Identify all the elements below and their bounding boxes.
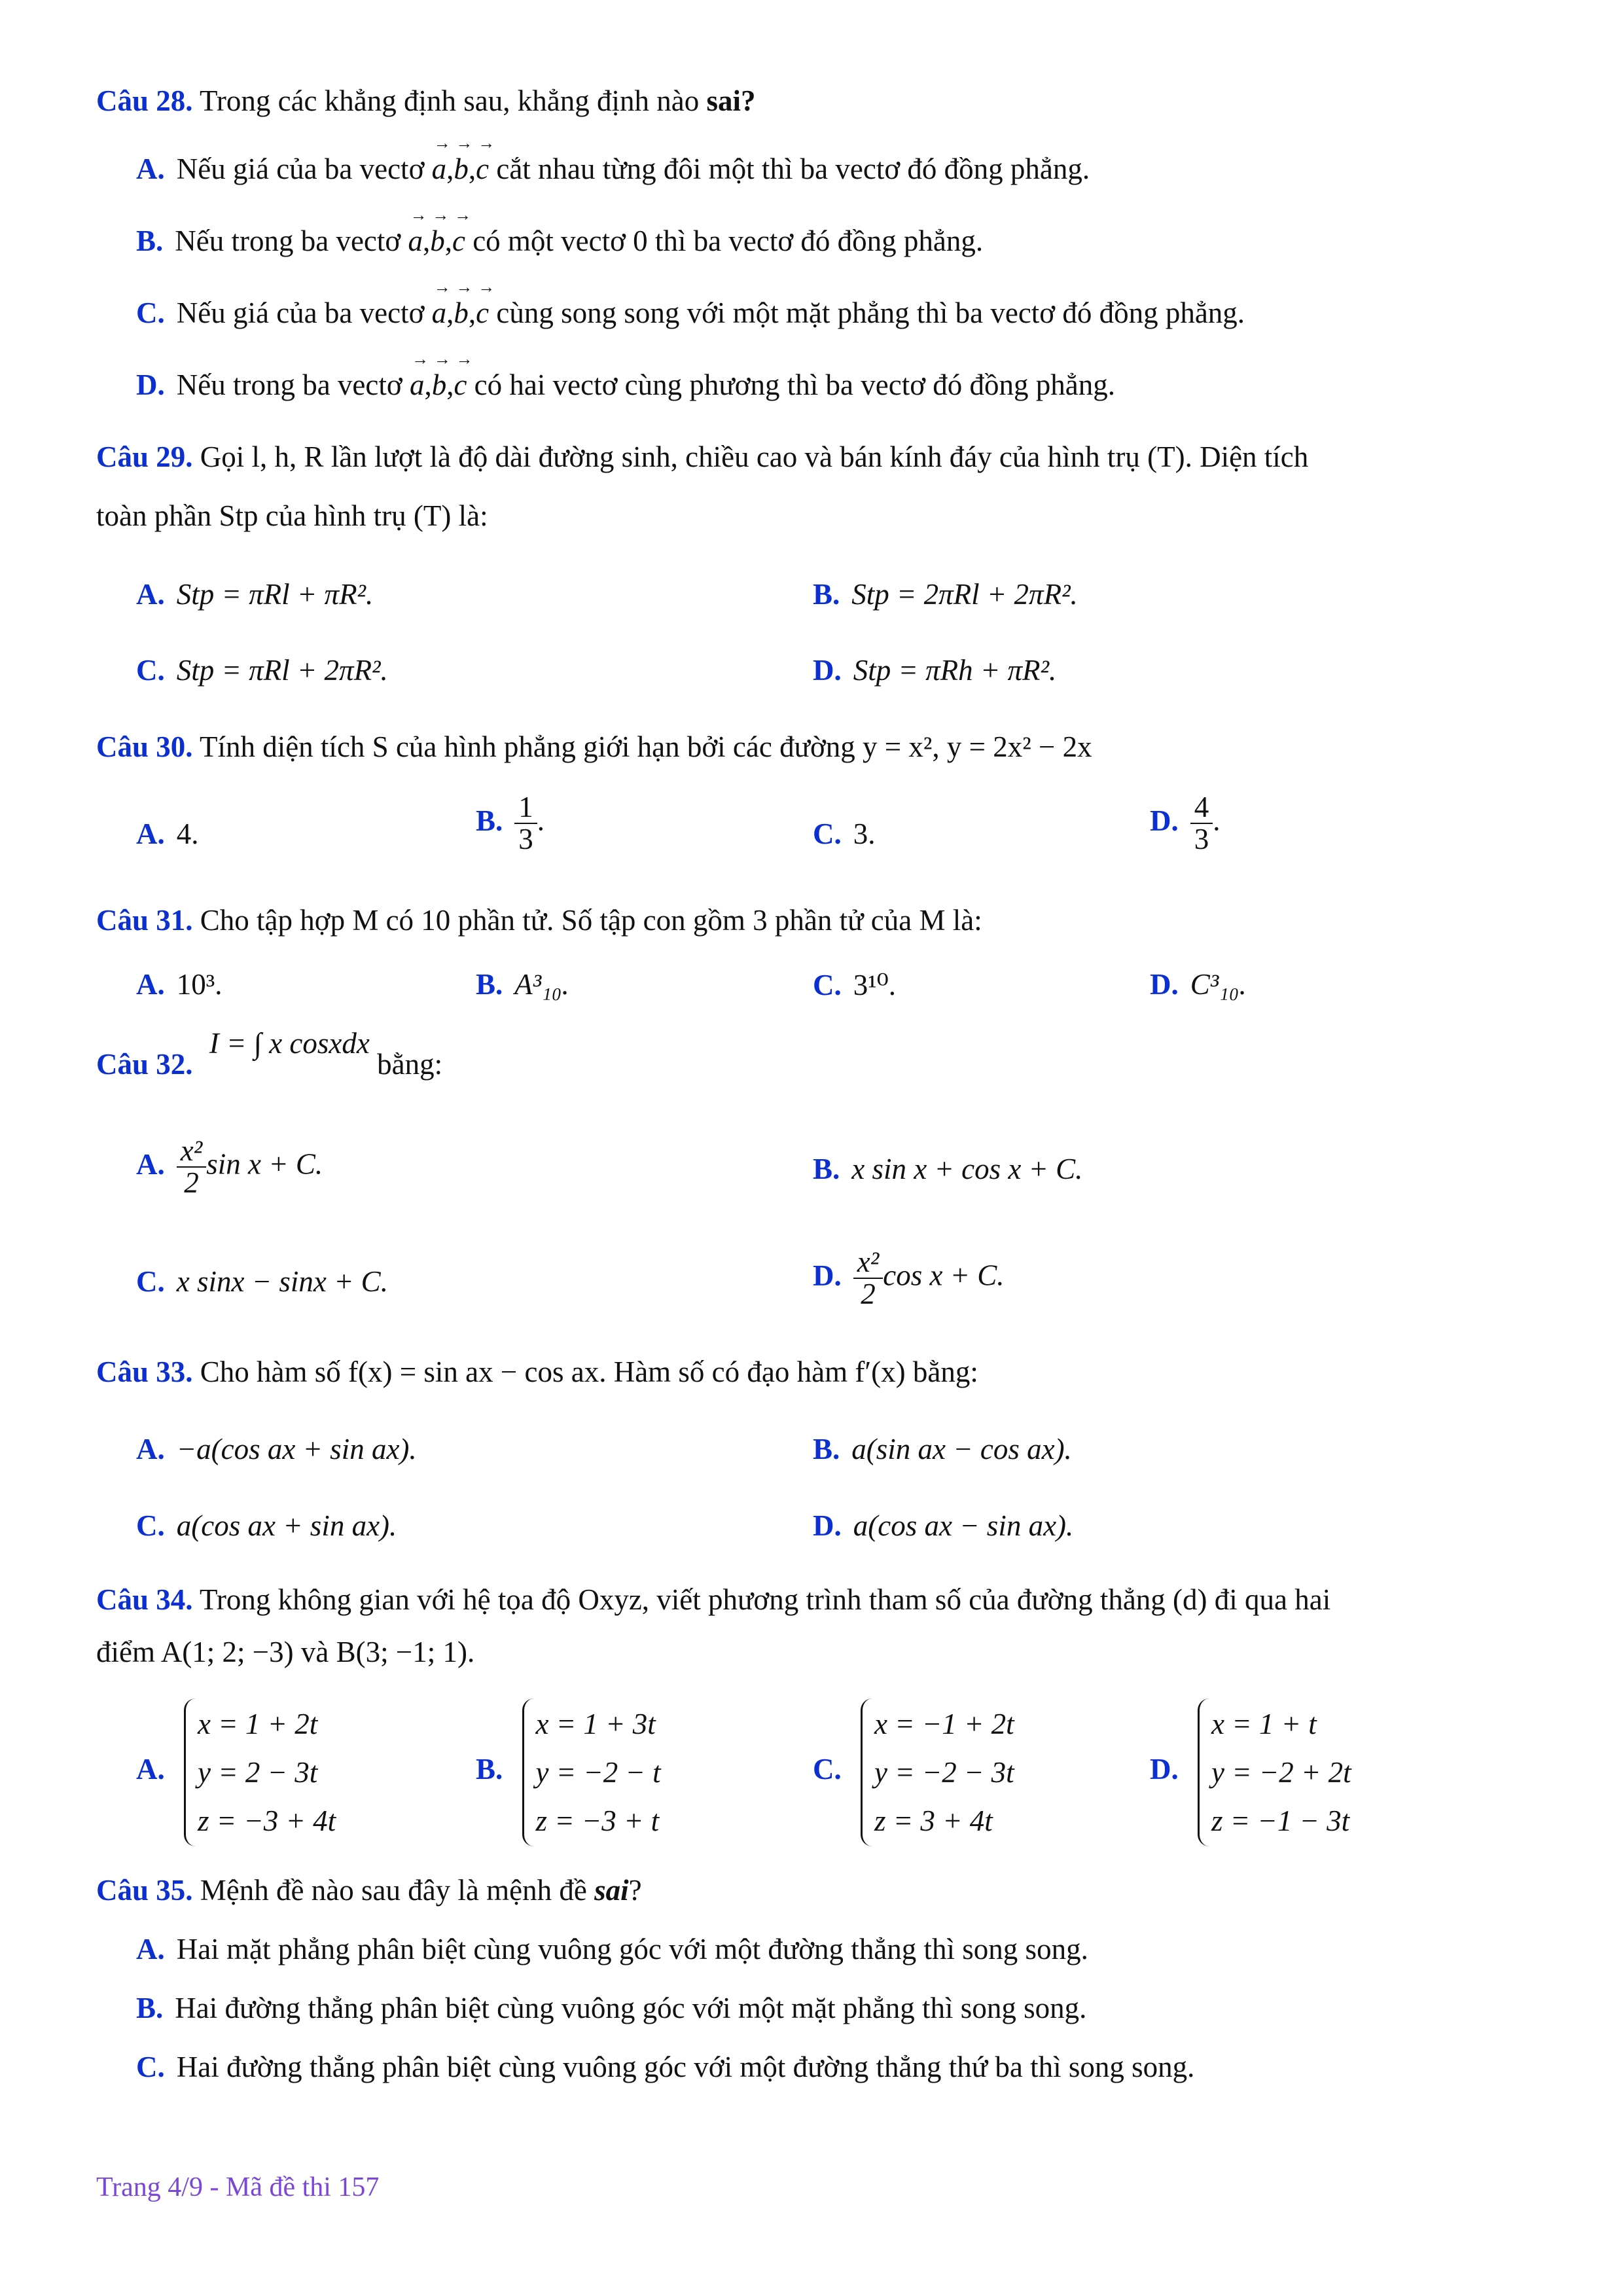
q29-option-b[interactable]: B. Stp = 2πRl + 2πR². (813, 578, 1078, 611)
q31-option-d[interactable]: D. C³₁₀. (1150, 968, 1247, 1001)
q31-option-c[interactable]: C. 3¹⁰. (813, 969, 897, 1001)
fraction: $\frac{1}{3}$ (514, 792, 537, 855)
equation-system: x = 1 + 3t y = −2 − t z = −3 + t (522, 1698, 661, 1846)
q33-option-b[interactable]: B. a(sin ax − cos ax). (813, 1433, 1072, 1465)
q29-line2: toàn phần Stp của hình trụ (T) là: (96, 499, 488, 532)
q34-option-a[interactable]: A. x = 1 + 2t y = 2 − 3t z = −3 + 4t (136, 1698, 336, 1846)
equation-system: x = 1 + 2t y = 2 − 3t z = −3 + 4t (184, 1698, 336, 1846)
q32-option-c[interactable]: C. x sinx − sinx + C. (136, 1265, 388, 1298)
q30-option-b[interactable]: B. $\frac{1}{3}$ . (476, 791, 545, 856)
q29-stem: Câu 29. Gọi l, h, R lần lượt là độ dài đường sinh, chiều cao và bán kính đáy của hình trụ (T). Diện tích (96, 440, 1309, 473)
q31-option-b[interactable]: B. A³₁₀. (476, 968, 569, 1001)
q35-option-b[interactable]: B. Hai đường thẳng phân biệt cùng vuông góc với một mặt phẳng thì song song. (136, 1992, 1087, 2024)
equation-system: x = 1 + t y = −2 + 2t z = −1 − 3t (1198, 1698, 1351, 1846)
q33-option-d[interactable]: D. a(cos ax − sin ax). (813, 1509, 1074, 1542)
page-footer: Trang 4/9 - Mã đề thi 157 (96, 2172, 380, 2202)
q32-stem: Câu 32. I = ∫ x cosxdx bằng: (96, 1027, 443, 1081)
q33-option-a[interactable]: A. −a(cos ax + sin ax). (136, 1433, 417, 1465)
q30-stem: Câu 30. Tính diện tích S của hình phẳng giới hạn bởi các đường y = x², y = 2x² − 2x (96, 730, 1092, 763)
q29-option-c[interactable]: C. Stp = πRl + 2πR². (136, 654, 388, 687)
vector-b: → b (454, 152, 469, 186)
q33-option-c[interactable]: C. a(cos ax + sin ax). (136, 1509, 397, 1542)
q29-option-a[interactable]: A. Stp = πRl + πR². (136, 578, 374, 611)
q30-option-d[interactable]: D. $\frac{4}{3}$ . (1150, 791, 1221, 856)
q28-stem (96, 84, 755, 118)
q28-option-a[interactable]: A. Nếu giá của ba vectơ → a,→ b,→ c cắt nhau từng đôi một thì ba vectơ đó đồng phẳng. (136, 152, 1090, 186)
vector-a: → a (432, 152, 447, 186)
q30-option-c[interactable]: C. 3. (813, 817, 876, 850)
q32-option-a[interactable]: A. $\frac{\text{x²}}{2}$ sin x + C. (136, 1134, 323, 1200)
q34-stem: Câu 34. Trong không gian với hệ tọa độ Oxyz, viết phương trình tham số của đường thẳng (d) đi qua hai (96, 1583, 1331, 1616)
q31-option-a[interactable]: A. 10³. (136, 968, 223, 1001)
q34-option-c[interactable]: C. x = −1 + 2t y = −2 − 3t z = 3 + 4t (813, 1698, 1014, 1846)
q34-option-d[interactable]: D. x = 1 + t y = −2 + 2t z = −1 − 3t (1150, 1698, 1351, 1846)
equation-system: x = −1 + 2t y = −2 − 3t z = 3 + 4t (861, 1698, 1014, 1846)
q28-option-c[interactable]: C. Nếu giá của ba vectơ → a,→ b,→ c cùng song song với một mặt phẳng thì ba vectơ đó đồng phẳng. (136, 296, 1245, 330)
q32-option-b[interactable]: B. x sin x + cos x + C. (813, 1153, 1083, 1185)
q28-label: Câu 28. (96, 84, 193, 117)
fraction: $\frac{\text{x²}}{2}$ (853, 1247, 883, 1310)
q29-line1: Gọi l, h, R lần lượt là độ dài đường sinh, chiều cao và bán kính đáy của hình trụ (T). Diện tích (200, 440, 1309, 473)
q28-text: Trong các khẳng định sau, khẳng định nào (199, 84, 700, 117)
q28-option-d[interactable]: D. Nếu trong ba vectơ → a,→ b,→ c có hai vectơ cùng phương thì ba vectơ đó đồng phẳng. (136, 368, 1115, 402)
q28-option-b[interactable]: B. Nếu trong ba vectơ → a,→ b,→ c có một vectơ 0 thì ba vectơ đó đồng phẳng. (136, 224, 983, 258)
q31-stem: Câu 31. Cho tập hợp M có 10 phần tử. Số tập con gồm 3 phần tử của M là: (96, 904, 982, 937)
q34-line2: điểm A(1; 2; −3) và B(3; −1; 1). (96, 1636, 475, 1668)
fraction: $\frac{4}{3}$ (1190, 792, 1213, 855)
q35-emph: sai (594, 1874, 629, 1907)
q32-integral: I = ∫ x cosxdx (209, 1027, 370, 1060)
q34-option-b[interactable]: B. x = 1 + 3t y = −2 − t z = −3 + t (476, 1698, 661, 1846)
q33-stem: Câu 33. Cho hàm số f(x) = sin ax − cos ax. Hàm số có đạo hàm f′(x) bằng: (96, 1355, 978, 1388)
q32-option-d[interactable]: D. $\frac{\text{x²}}{2}$ cos x + C. (813, 1246, 1005, 1311)
q29-option-d[interactable]: D. Stp = πRh + πR². (813, 654, 1057, 687)
q35-option-c[interactable]: C. Hai đường thẳng phân biệt cùng vuông góc với một đường thẳng thứ ba thì song song. (136, 2051, 1195, 2083)
fraction: $\frac{\text{x²}}{2}$ (177, 1136, 206, 1199)
q28-emph: sai? (706, 84, 756, 117)
q35-option-a[interactable]: A. Hai mặt phẳng phân biệt cùng vuông góc với một đường thẳng thì song song. (136, 1933, 1088, 1965)
q35-stem: Câu 35. Mệnh đề nào sau đây là mệnh đề sai? (96, 1874, 642, 1907)
vector-c: → c (476, 152, 489, 186)
q30-option-a[interactable]: A. 4. (136, 817, 199, 850)
